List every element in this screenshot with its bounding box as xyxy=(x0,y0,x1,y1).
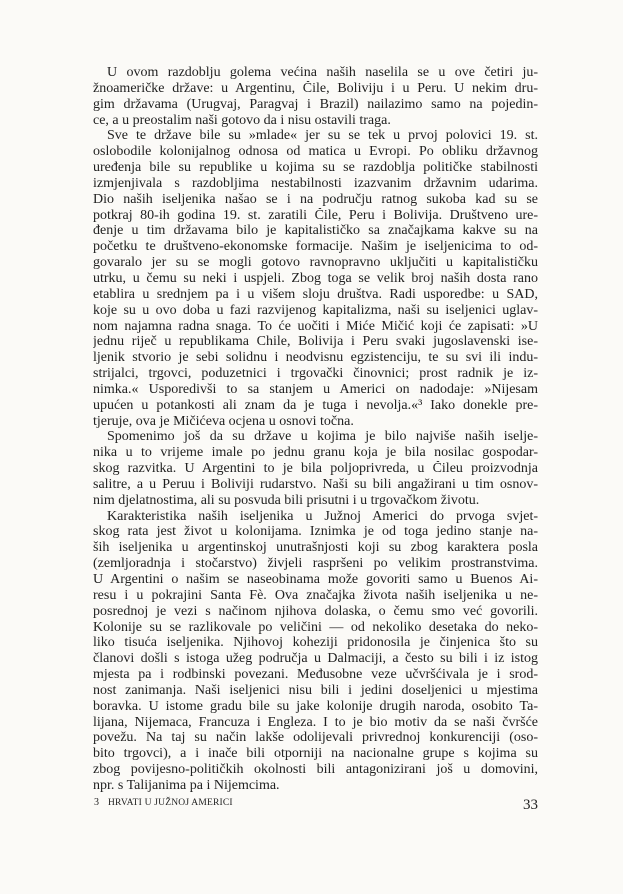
text-line: lijana, Nijemaca, Francuza i Engleza. I to je bio motiv da se naši čvršće xyxy=(93,714,538,730)
text-line: resu i u pokrajini Santa Fè. Ova značajka života naših iseljenika u ne- xyxy=(93,587,538,603)
running-title: HRVATI U JUŽNOJ AMERICI xyxy=(108,798,233,808)
text-line: tjeruje, ova je Mičićeva ocjena u osnovi točna. xyxy=(93,413,354,429)
text-line: nost zanimanja. Naši iseljenici nisu bili i jedini doseljenici u mjestima xyxy=(93,682,538,698)
text-line: npr. s Talijanima pa i Nijemcima. xyxy=(93,777,280,793)
text-line: oslobodile kolonijalnog odnosa od matica u Evropi. Po obliku državnog xyxy=(93,144,538,160)
text-line: posrednoj je vezi s načinom njihova dolaska, o čemu smo već govorili. xyxy=(93,603,538,619)
text-line: žnoameričke države: u Argentinu, Čile, Boliviju i u Peru. U nekim dru- xyxy=(93,80,538,96)
text-line: U Argentini o našim se naseobinama može govoriti samo u Buenos Ai- xyxy=(93,572,538,587)
text-line: U ovom razdoblju golema većina naših naselila se u ove četiri ju- xyxy=(107,65,538,80)
text-line: uređenja bile su republike u kojima su se razdoblja političke stabilnosti xyxy=(93,160,538,176)
text-line: nika u to vrijeme imale po jednu granu koja je bila nosilac gospodar- xyxy=(93,445,538,461)
text-line: skog razvitka. U Argentini to je bila poljoprivreda, u Čileu proizvodnja xyxy=(93,461,538,477)
text-line: izmjenjivala s razdobljima nestabilnosti izazvanim državnim udarima. xyxy=(93,175,538,191)
paragraph-2 xyxy=(93,128,538,429)
text-line: skog rata jest život u kolonijama. Iznimka je od toga jedino stanje na- xyxy=(93,524,538,540)
text-line: nom najamna radna snaga. To će uočiti i Miće Mičić koji će zapisati: »U xyxy=(93,318,538,334)
paragraph-1 xyxy=(93,65,538,128)
text-line: jednu riječ u republikama Chile, Bolivija i Peru svaki jugoslavenski ise- xyxy=(93,334,538,350)
text-line: gim državama (Urugvaj, Paragvaj i Brazil) nailazimo samo na pojedin- xyxy=(93,96,538,112)
text-line: ših iseljenika u argentinskoj unutrašnjosti koji su zbog karaktera posla xyxy=(93,540,538,556)
text-line: (zemljoradnja i stočarstvo) živjeli raspršeni po velikim prostranstvima. xyxy=(93,556,538,572)
text-line: đenje u tim državama bilo je kapitalističko sa značajkama kakve su na xyxy=(93,223,538,239)
text-line: koje su u ovo doba u fazi razvijenog kapitalizma, naši su iseljenici uglav- xyxy=(93,302,538,318)
text-line: Dio naših iseljenika našao se i na području ratnog sukoba kad su se xyxy=(93,191,538,207)
text-line: mjesta pa i rodbinski povezani. Međusobne veze učvršćivala je i srod- xyxy=(93,667,538,683)
text-line: Karakteristika naših iseljenika u Južnoj Americi do prvoga svjet- xyxy=(107,508,538,524)
text-line: utrku, u čemu su neki i uspjeli. Zbog toga se velik broj naših dosta rano xyxy=(93,270,538,286)
text-line: zbog povijesno-političkih okolnosti bili antagonizirani još u domovini, xyxy=(93,762,538,778)
text-line: salitre, a u Peruu i Boliviji rudarstvo. Naši su bili angažirani u tim osnov- xyxy=(93,476,538,492)
text-line: nimka.« Usporedivši to sa stanjem u Americi on nadodaje: »Nijesam xyxy=(93,381,538,397)
text-line: ce, a u preostalim naši gotovo da i nisu ostavili traga. xyxy=(93,112,391,128)
text-line: Spomenimo još da su države u kojima je bilo najviše naših iselje- xyxy=(107,429,538,445)
text-line: potkraj 80-ih godina 19. st. zaratili Čile, Peru i Bolivija. Društveno ure- xyxy=(93,207,538,223)
text-line: upućen u potankosti ali znam da je tuga i nevolja.«³ Iako donekle pre- xyxy=(93,397,538,413)
paragraph-3 xyxy=(93,429,538,508)
paragraph-4 xyxy=(93,509,538,794)
text-line: bito trgovci), a i inače bili otporniji na nacionalne grupe s kojima su xyxy=(93,746,538,762)
printer-signature-mark: 3 xyxy=(94,797,99,808)
text-line: boravka. U istome gradu bile su jake kolonije drugih naroda, osobito Ta- xyxy=(93,698,538,714)
text-line: strijalci, trgovci, poduzetnici i trgovački činovnici; prost radnik je iz- xyxy=(93,366,538,382)
page-number: 33 xyxy=(523,797,538,813)
page-footer xyxy=(93,795,538,815)
text-line: Kolonije su se razlikovale po veličini — od nekoliko desetaka do neko- xyxy=(93,619,538,635)
text-line: početku te društveno-ekonomske formacije. Našim je iseljenicima to od- xyxy=(93,239,538,255)
text-line: liko tisuća iseljenika. Njihovoj koheziji pridonosila je činjenica što su xyxy=(93,635,538,651)
text-line: članovi došli s istoga užeg područja u Dalmaciji, a često su bili i iz istog xyxy=(93,651,538,667)
text-line: ljenik stvorio je sebi solidnu i neodvisnu egzistenciju, te su svi ili indu- xyxy=(93,350,538,366)
text-line: nim djelatnostima, ali su posvuda bili prisutni i u trgovačkom životu. xyxy=(93,492,480,508)
body-text xyxy=(93,65,538,794)
text-line: govaralo jer su se mogli gotovo ravnopravno uključiti u kapitalističku xyxy=(93,255,538,271)
text-line: etablira u srednjem pa i u višem sloju društva. Radi usporedbe: u SAD, xyxy=(93,286,538,302)
text-line: povežu. Na taj su način lakše odolijevali privrednoj konkurenciji (oso- xyxy=(93,730,538,746)
text-line: Sve te države bile su »mlade« jer su se tek u prvoj polovici 19. st. xyxy=(107,128,538,144)
